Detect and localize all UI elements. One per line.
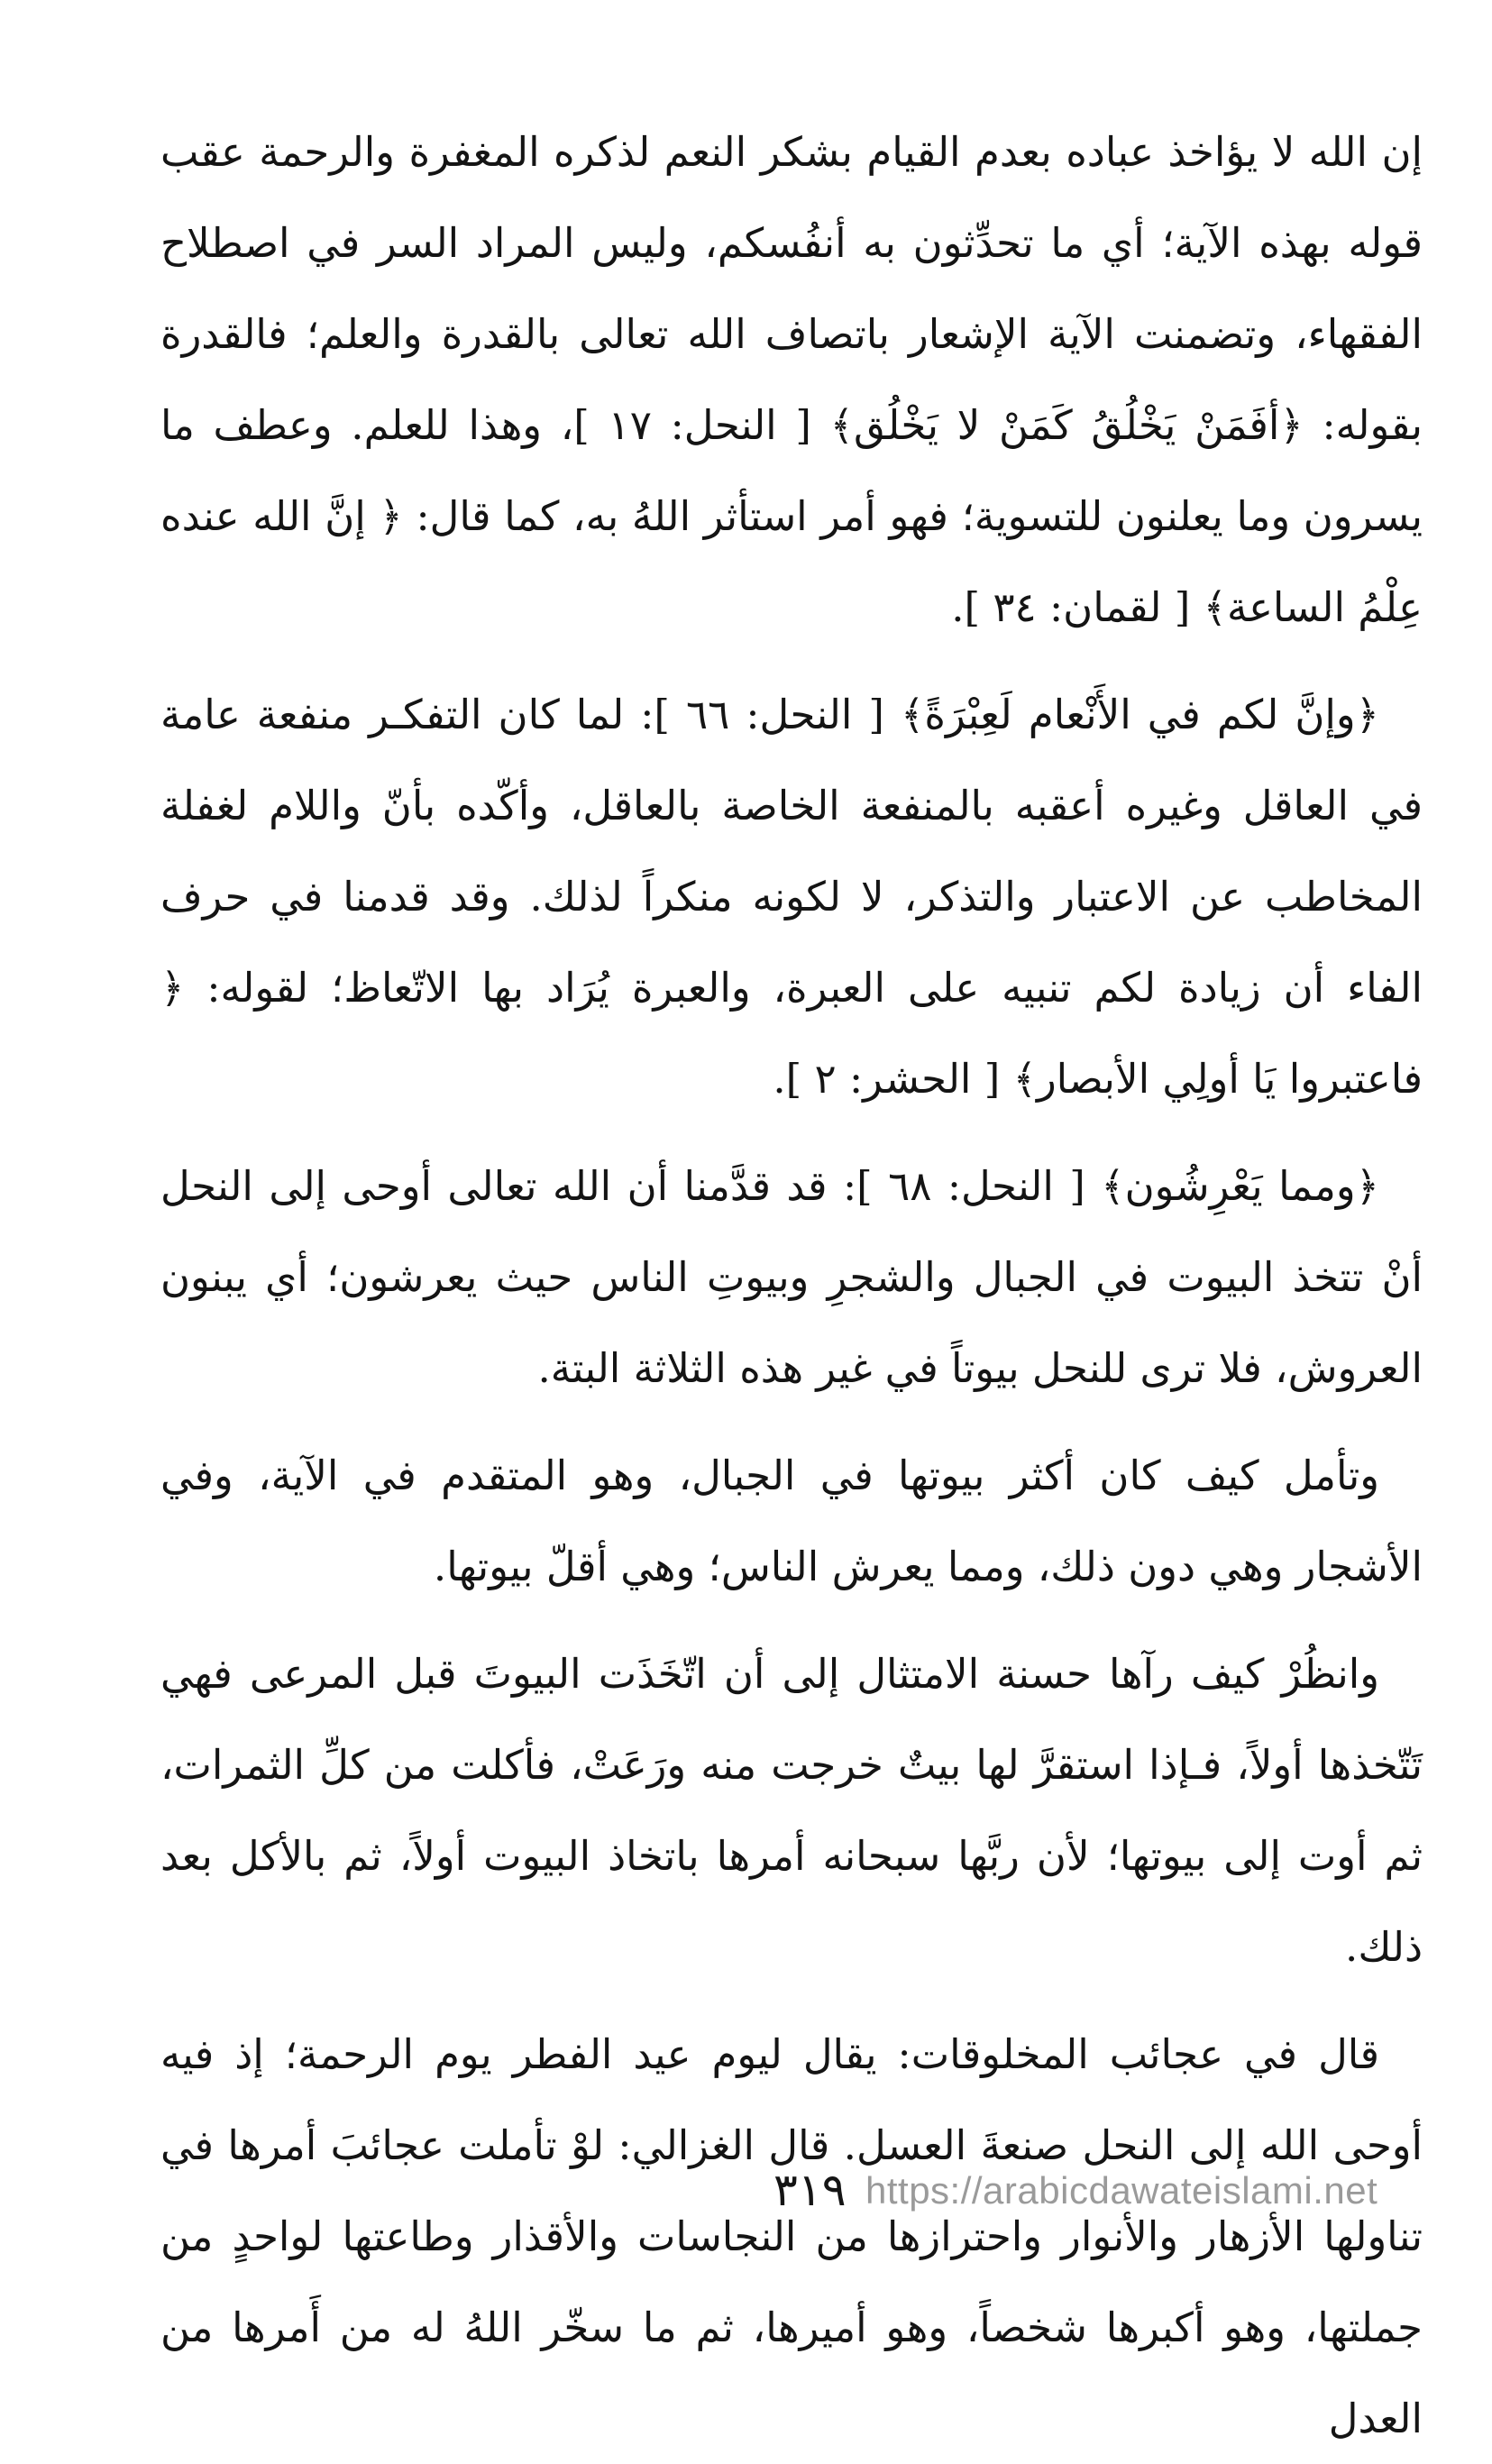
page-footer [0, 2157, 1492, 2229]
paragraph-6: قال في عجائب المخلوقات: يقال ليوم عيد الفطر يوم الرحمة؛ إذ فيه أوحى الله إلى النحل صنعةَ العسل. قال الغزالي: لوْ تأملت عجائبَ أمرها في تناولها الأزهار والأنوار واحترازها من النجاسات والأقذار وطاعتها لواحدٍ من جملتها، وهو أكبرها شخصاً، وهو أميرها، ثم ما سخّر اللهُ له من أَمرها من العدل [160, 2030, 1423, 2442]
paragraph-3: ﴿ومما يَعْرِشُون﴾ [ النحل: ٦٨ ]: قد قدَّمنا أن الله تعالى أوحى إلى النحل أنْ تتخذ البيوت في الجبال والشجرِ وبيوتِ الناس حيث يعرشون؛ أي يبنون العروش، فلا ترى للنحل بيوتاً في غير هذه الثلاثة البتة. [160, 1162, 1423, 1392]
paragraph-1: إن الله لا يؤاخذ عباده بعدم القيام بشكر النعم لذكره المغفرة والرحمة عقب قوله بهذه الآية؛ أي ما تحدِّثون به أنفُسكم، وليس المراد السر في اصطلاح الفقهاء، وتضمنت الآية الإشعار باتصاف الله تعالى بالقدرة والعلم؛ فالقدرة بقوله: ﴿أفَمَنْ يَخْلُقُ كَمَنْ لا يَخْلُق﴾ [ النحل: ١٧ ]، وهذا للعلم. وعطف ما يسرون وما يعلنون للتسوية؛ فهو أمر استأثر اللهُ به، كما قال: ﴿ إنَّ الله عنده عِلْمُ الساعة﴾ [ لقمان: ٣٤ ]. [160, 128, 1423, 631]
paragraph-5: وانظُرْ كيف رآها حسنة الامتثال إلى أن اتّخَذَت البيوتَ قبل المرعى فهي تَتّخذها أولاً، فـإذا استقرَّ لها بيتٌ خرجت منه ورَعَتْ، فأكلت من كلِّ الثمرات، ثم أوت إلى بيوتها؛ لأن ربَّها سبحانه أمرها باتخاذ البيوت أولاً، ثم بالأكل بعد ذلك. [160, 1650, 1423, 1971]
paragraph-2: ﴿وإنَّ لكم في الأَنْعام لَعِبْرَةً﴾ [ النحل: ٦٦ ]: لما كان التفكـر منفعة عامة في العاقل وغيره أعقبه بالمنفعة الخاصة بالعاقل، وأكّده بأنّ واللام لغفلة المخاطب عن الاعتبار والتذكر، لا لكونه منكراً لذلك. وقد قدمنا في حرف الفاء أن زيادة لكم تنبيه على العبرة، والعبرة يُرَاد بها الاتّعاظ؛ لقوله: ﴿ فاعتبروا يَا أولِي الأبصار﴾ [ الحشر: ٢ ]. [160, 691, 1423, 1103]
page-number: ٣١٩ [773, 2164, 847, 2216]
watermark-url: https://arabicdawateislami.net [865, 2169, 1378, 2212]
paragraph-4: وتأمل كيف كان أكثر بيوتها في الجبال، وهو المتقدم في الآية، وفي الأشجار وهي دون ذلك، ومما يعرش الناس؛ وهي أقلّ بيوتها. [160, 1452, 1423, 1590]
